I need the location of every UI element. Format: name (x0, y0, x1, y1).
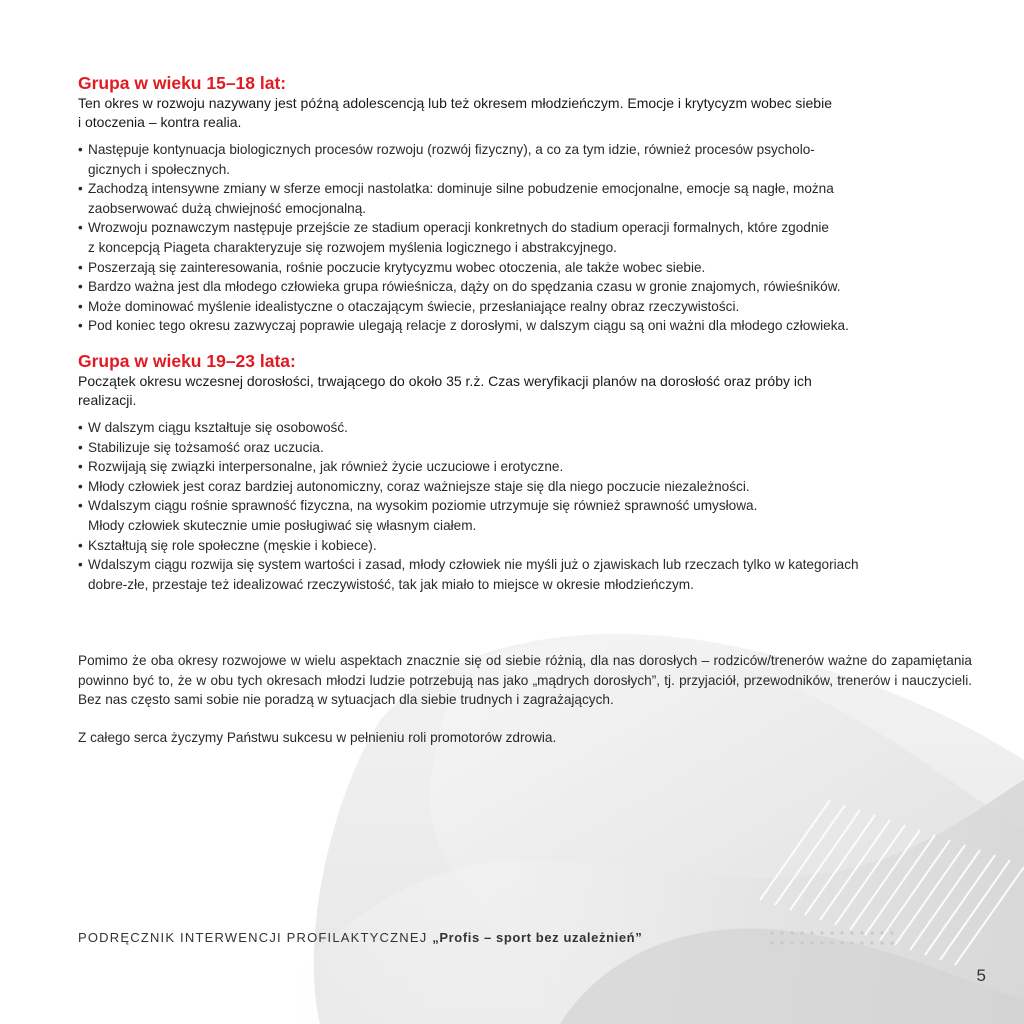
list-item: • Wdalszym ciągu rozwija się system wartości i zasad, młody człowiek nie myśli już o zjawiskach lub rzeczach tylko w kategoriach (78, 555, 990, 575)
closing-paragraph: Pomimo że oba okresy rozwojowe w wielu aspektach znacznie się od siebie różnią, dla nas dorosłych – rodziców/trenerów ważne do zapamiętania powinno być to, że w obu tych okresach młodzi ludzie potrzebują nas jako „mądrych dorosłych”, tj. przyjaciół, przewodników, trenerów i nauczycieli. Bez nas często sami sobie nie poradzą w sytuacjach dla siebie trudnych i zagrażających. (78, 653, 972, 708)
footer-title: „Profis – sport bez uzależnień” (432, 930, 643, 945)
section-lead (78, 94, 990, 132)
closing-wish: Z całego serca życzymy Państwu sukcesu w pełnieniu roli promotorów zdrowia. (78, 729, 557, 745)
footer-label: PODRĘCZNIK INTERWENCJI PROFILAKTYCZNEJ (78, 930, 428, 945)
footer (78, 930, 642, 945)
list-item-continuation: z koncepcją Piageta charakteryzuje się rozwojem myślenia logicznego i abstrakcyjnego. (88, 239, 617, 255)
section-title: Grupa w wieku 15–18 lat: (78, 73, 287, 93)
list-item: • Młody człowiek jest coraz bardziej autonomiczny, coraz ważniejsze staje się dla niego poczucie niezależności. (78, 477, 990, 497)
list-item: • Wdalszym ciągu rośnie sprawność fizyczna, na wysokim poziomie utrzymuje się również sprawność umysłowa. (78, 496, 990, 516)
bullet-list (78, 418, 990, 594)
list-item: • Bardzo ważna jest dla młodego człowieka grupa rówieśnicza, dąży on do spędzania czasu w gronie znajomych, rówieśników. (78, 277, 990, 297)
section-lead-line: Początek okresu wczesnej dorosłości, trwającego do około 35 r.ż. Czas weryfikacji planów na dorosłość oraz próby ich (78, 372, 812, 389)
section-title: Grupa w wieku 19–23 lata: (78, 350, 296, 371)
list-item: • Pod koniec tego okresu zazwyczaj poprawie ulegają relacje z dorosłymi, w dalszym ciągu są oni ważni dla młodego człowieka. (78, 316, 990, 336)
list-item: • W dalszym ciągu kształtuje się osobowość. (78, 418, 990, 438)
bullet-list (78, 140, 990, 336)
section-age-19-23 (78, 350, 990, 594)
section-age-15-18 (78, 72, 990, 336)
list-item-continuation: dobre-złe, przestaje też idealizować rzeczywistość, tak jak miało to miejsce w okresie młodzieńczym. (88, 576, 694, 592)
list-item-continuation: gicznych i społecznych. (88, 161, 231, 177)
main-content (78, 72, 990, 594)
page-number: 5 (976, 966, 986, 985)
section-lead-line: Ten okres w rozwoju nazywany jest późną adolescencją lub też okresem młodzieńczym. Emocje i krytycyzm wobec siebie (78, 95, 832, 111)
list-item: • Następuje kontynuacja biologicznych procesów rozwoju (rozwój fizyczny), a co za tym idzie, również procesów psycholo- (78, 140, 990, 160)
list-item: • Stabilizuje się tożsamość oraz uczucia. (78, 438, 990, 458)
list-item: • Rozwijają się związki interpersonalne, jak również życie uczuciowe i erotyczne. (78, 457, 990, 477)
list-item: • Zachodzą intensywne zmiany w sferze emocji nastolatka: dominuje silne pobudzenie emocjonalne, emocje są nagłe, można (78, 179, 990, 199)
list-item-continuation: zaobserwować dużą chwiejność emocjonalną. (88, 200, 367, 216)
list-item: • Poszerzają się zainteresowania, rośnie poczucie krytycyzmu wobec otoczenia, ale także wobec siebie. (78, 258, 990, 278)
list-item-continuation: Młody człowiek skutecznie umie posługiwać się własnym ciałem. (88, 517, 477, 533)
list-item: • Może dominować myślenie idealistyczne o otaczającym świecie, przesłaniające realny obraz rzeczywistości. (78, 297, 990, 317)
closing-text (78, 651, 972, 747)
list-item: • Wrozwoju poznawczym następuje przejście ze stadium operacji konkretnych do stadium operacji formalnych, które zgodnie (78, 218, 990, 238)
section-lead (78, 372, 990, 410)
section-lead-line: i otoczenia – kontra realia. (78, 114, 242, 130)
section-lead-line: realizacji. (78, 391, 137, 408)
list-item: • Kształtują się role społeczne (męskie i kobiece). (78, 536, 990, 556)
